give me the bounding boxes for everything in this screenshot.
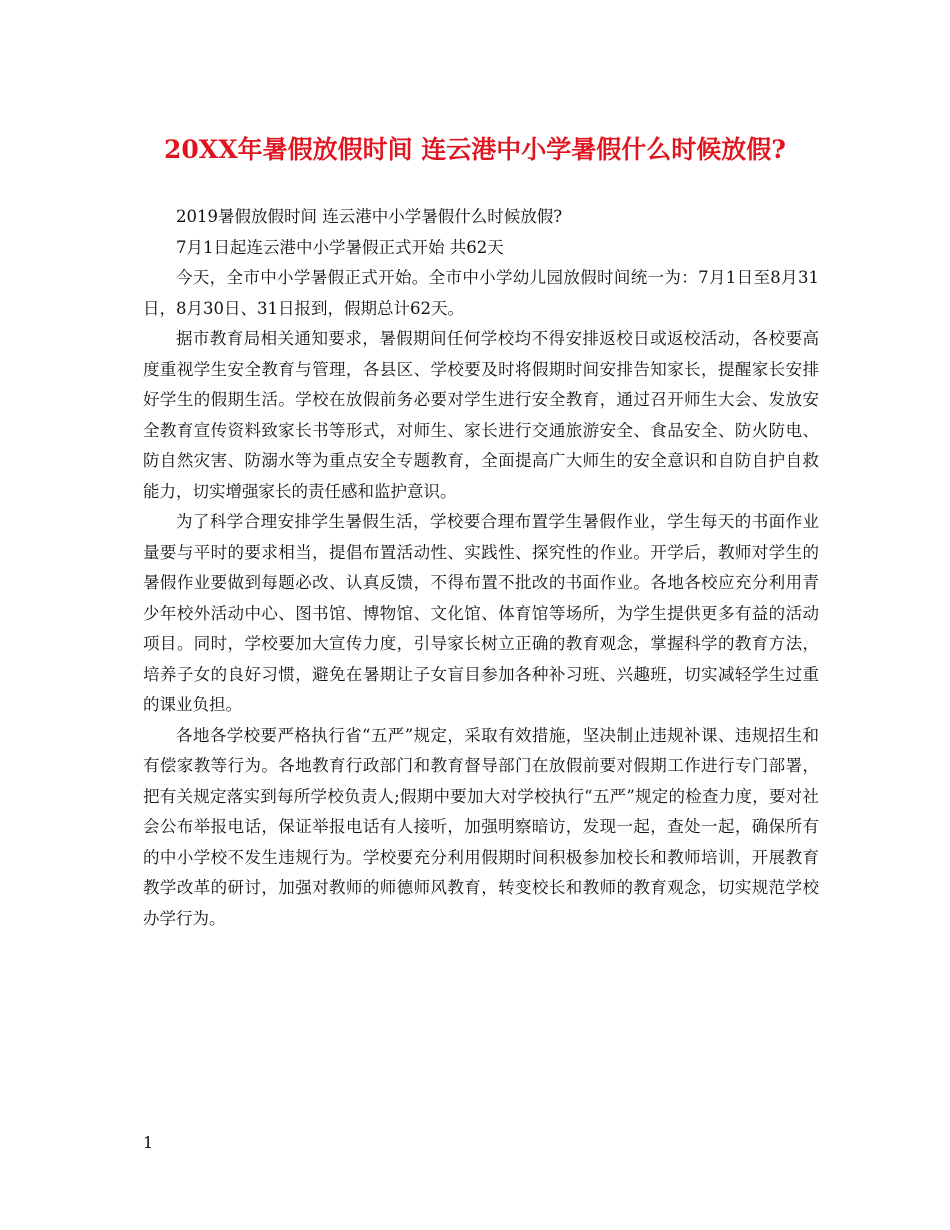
- document-title: 20XX年暑假放假时间 连云港中小学暑假什么时候放假?: [164, 135, 786, 164]
- paragraph-schedule: 今天，全市中小学暑假正式开始。全市中小学幼儿园放假时间统一为：7月1日至8月31日，8月30日、31日报到，假期总计62天。: [143, 268, 819, 318]
- paragraph-homework: 为了科学合理安排学生暑假生活，学校要合理布置学生暑假作业，学生每天的书面作业量要与平时的要求相当，提倡布置活动性、实践性、探究性的作业。开学后，教师对学生的暑假作业要做到每题必改、认真反馈，不得布置不批改的书面作业。各地各校应充分利用青少年校外活动中心、图书馆、博物馆、文化馆、体育馆等场所，为学生提供更多有益的活动项目。同时，学校要加大宣传力度，引导家长树立正确的教育观念，掌握科学的教育方法，培养子女的良好习惯，避免在暑期让子女盲目参加各种补习班、兴趣班，切实减轻学生过重的课业负担。: [143, 512, 819, 714]
- paragraph-safety: 据市教育局相关通知要求，暑假期间任何学校均不得安排返校日或返校活动，各校要高度重视学生安全教育与管理，各县区、学校要及时将假期时间安排告知家长，提醒家长安排好学生的假期生活。学校在放假前务必要对学生进行安全教育，通过召开师生大会、发放安全教育宣传资料致家长书等形式，对师生、家长进行交通旅游安全、食品安全、防火防电、防自然灾害、防溺水等为重点安全专题教育，全面提高广大师生的安全意识和自防自护自救能力，切实增强家长的责任感和监护意识。: [143, 329, 819, 501]
- document-body: [143, 202, 819, 934]
- paragraph-headline: 7月1日起连云港中小学暑假正式开始 共62天: [176, 237, 504, 257]
- paragraph-regulations: 各地各学校要严格执行省“五严”规定，采取有效措施，坚决制止违规补课、违规招生和有偿家教等行为。各地教育行政部门和教育督导部门在放假前要对假期工作进行专门部署，把有关规定落实到每所学校负责人;假期中要加大对学校执行“五严”规定的检查力度，要对社会公布举报电话，保证举报电话有人接听，加强明察暗访，发现一起，查处一起，确保所有的中小学校不发生违规行为。学校要充分利用假期时间积极参加校长和教师培训，开展教育教学改革的研讨，加强对教师的师德师风教育，转变校长和教师的教育观念，切实规范学校办学行为。: [143, 725, 819, 928]
- page-number: 1: [143, 1133, 154, 1152]
- paragraph-subtitle: 2019暑假放假时间 连云港中小学暑假什么时候放假?: [176, 207, 563, 226]
